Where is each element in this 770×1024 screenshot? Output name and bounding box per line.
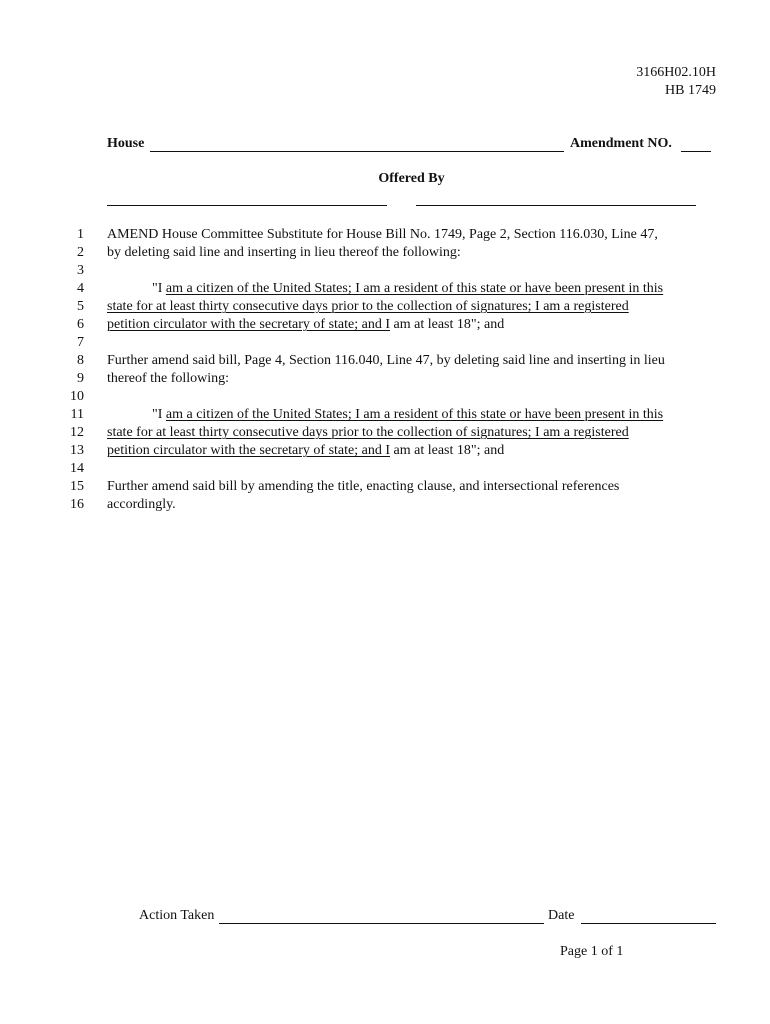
line-text: AMEND House Committee Substitute for House Bill No. 1749, Page 2, Section 116.030, Line 47, — [107, 227, 658, 242]
offered-by-blank-line-left — [107, 205, 387, 206]
line-text — [107, 298, 629, 316]
line-text-plain: "I — [152, 407, 166, 422]
line-text: Further amend said bill by amending the title, enacting clause, and intersectional references — [107, 479, 620, 494]
inserted-text: state for at least thirty consecutive days prior to the collection of signatures; I am a registered — [107, 299, 629, 314]
line-text-plain: "I — [152, 281, 166, 296]
line-text — [107, 316, 504, 334]
line-number: 15 — [70, 479, 84, 494]
line-text: by deleting said line and inserting in lieu thereof the following: — [107, 245, 461, 260]
line-number: 9 — [77, 371, 84, 386]
bill-number: HB 1749 — [665, 83, 716, 98]
line-text — [107, 442, 504, 460]
inserted-text: petition circulator with the secretary of state; and I — [107, 317, 391, 332]
house-blank-line — [150, 151, 564, 152]
offered-by-label: Offered By — [378, 171, 445, 186]
date-blank-line — [581, 923, 716, 924]
line-number: 5 — [77, 299, 84, 314]
offered-by-blank-line-right — [416, 205, 696, 206]
line-number: 10 — [70, 389, 84, 404]
line-text — [107, 406, 663, 424]
line-text: accordingly. — [107, 497, 176, 512]
inserted-text: am a citizen of the United States; I am a resident of this state or have been present in this — [165, 407, 664, 422]
page-number: Page 1 of 1 — [560, 944, 624, 959]
line-number: 14 — [70, 461, 84, 476]
line-number: 7 — [77, 335, 84, 350]
line-text — [107, 280, 663, 298]
line-number: 13 — [70, 443, 84, 458]
document-id-block — [636, 64, 716, 100]
date-label: Date — [548, 908, 575, 923]
line-number: 2 — [77, 245, 84, 260]
house-label: House — [107, 136, 145, 151]
amendment-number-label: Amendment NO. — [570, 136, 672, 151]
line-number: 3 — [77, 263, 84, 278]
line-text: thereof the following: — [107, 371, 230, 386]
line-number: 1 — [77, 227, 84, 242]
line-text — [107, 424, 629, 442]
line-text-plain: am at least 18"; and — [390, 317, 505, 332]
inserted-text: petition circulator with the secretary of state; and I — [107, 443, 391, 458]
inserted-text: state for at least thirty consecutive days prior to the collection of signatures; I am a registered — [107, 425, 629, 440]
amendment-number-blank-line — [681, 151, 711, 152]
line-number: 8 — [77, 353, 84, 368]
line-number: 12 — [70, 425, 84, 440]
line-number: 11 — [70, 407, 84, 422]
inserted-text: am a citizen of the United States; I am a resident of this state or have been present in this — [165, 281, 664, 296]
action-taken-blank-line — [219, 923, 544, 924]
line-number: 6 — [77, 317, 84, 332]
line-number: 4 — [77, 281, 84, 296]
action-taken-label: Action Taken — [139, 908, 215, 923]
document-code: 3166H02.10H — [636, 65, 716, 80]
line-text: Further amend said bill, Page 4, Section 116.040, Line 47, by deleting said line and inserting in lieu — [107, 353, 665, 368]
line-number: 16 — [70, 497, 84, 512]
line-text-plain: am at least 18"; and — [390, 443, 505, 458]
